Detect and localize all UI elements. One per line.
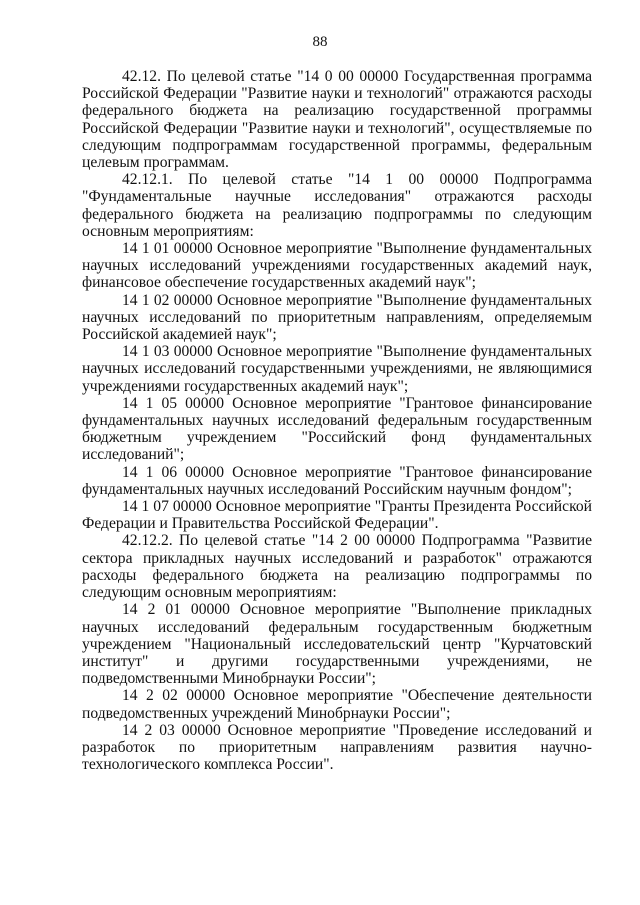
list-item-14-1-01: 14 1 01 00000 Основное мероприятие "Выполнение фундаментальных научных исследований учреждениями государственных академий наук, финансовое обеспечение государственных академий наук";	[82, 240, 592, 292]
list-item-14-1-05: 14 1 05 00000 Основное мероприятие "Грантовое финансирование фундаментальных научных исследований федеральным государственным бюджетным учреждением "Российский фонд фундаментальных исследований";	[82, 394, 592, 464]
paragraph-42-12-2: 42.12.2. По целевой статье "14 2 00 00000 Подпрограмма "Развитие сектора прикладных научных исследований и разработок" отражаются расходы федерального бюджета на реализацию подпрограммы по следующим основным мероприятиям:	[82, 532, 592, 602]
list-item-14-2-02: 14 2 02 00000 Основное мероприятие "Обеспечение деятельности подведомственных учреждений Минобрнауки России";	[82, 687, 592, 722]
list-item-14-1-06: 14 1 06 00000 Основное мероприятие "Грантовое финансирование фундаментальных научных исследований Российским научным фондом";	[82, 463, 592, 498]
document-body	[82, 68, 592, 773]
page-number: 88	[312, 34, 328, 50]
paragraph-42-12-1: 42.12.1. По целевой статье "14 1 00 00000 Подпрограмма "Фундаментальные научные исследования" отражаются расходы федерального бюджета на реализацию подпрограммы по следующим основным мероприятиям:	[82, 171, 592, 240]
paragraph-42-12: 42.12. По целевой статье "14 0 00 00000 Государственная программа Российской Федерации "Развитие науки и технологий" отражаются расходы федерального бюджета на реализацию государственной программы Российской Федерации "Развитие науки и технологий", осуществляемые по следующим подпрограммам государственной программы, федеральным целевым программам.	[82, 68, 592, 172]
list-item-14-1-02: 14 1 02 00000 Основное мероприятие "Выполнение фундаментальных научных исследований по приоритетным направлениям, определяемым Российской академией наук";	[82, 291, 592, 344]
list-item-14-2-03: 14 2 03 00000 Основное мероприятие "Проведение исследований и разработок по приоритетным направлениям развития научно-технологического комплекса России".	[82, 721, 592, 774]
list-item-14-1-07: 14 1 07 00000 Основное мероприятие "Гранты Президента Российской Федерации и Правительства Российской Федерации".	[82, 498, 592, 533]
list-item-14-2-01: 14 2 01 00000 Основное мероприятие "Выполнение прикладных научных исследований федеральным государственным бюджетным учреждением "Национальный исследовательский центр "Курчатовский институт" и другими государственными учреждениями, не подведомственными Минобрнауки России";	[82, 601, 592, 688]
list-item-14-1-03: 14 1 03 00000 Основное мероприятие "Выполнение фундаментальных научных исследований государственными учреждениями, не являющимися учреждениями государственных академий наук";	[82, 343, 592, 395]
